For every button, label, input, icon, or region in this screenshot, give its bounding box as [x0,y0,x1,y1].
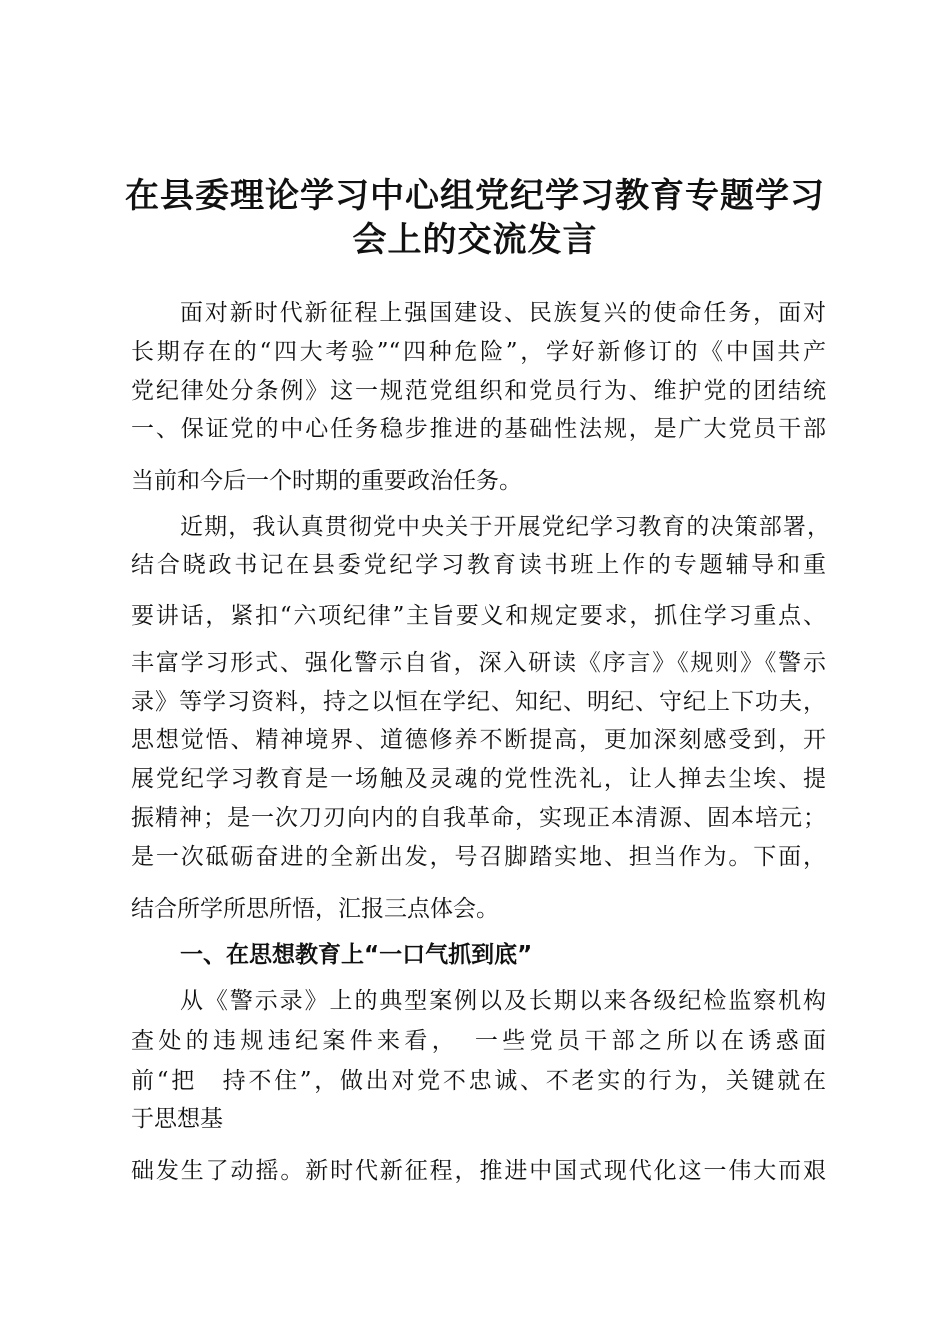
paragraph-line: 面对新时代新征程上强国建设、民族复兴的使命任务，面对 [180,300,826,326]
paragraph-line: 是一次砥砺奋进的全新出发，号召脚踏实地、担当作为。下面， [131,844,826,870]
paragraph-line: 结合晓政书记在县委党纪学习教育读书班上作的专题辅导和重 [131,552,826,578]
paragraph-line: 础发生了动摇。新时代新征程，推进中国式现代化这一伟大而艰 [131,1158,826,1184]
paragraph-line: 长期存在的“四大考验”“四种危险”，学好新修订的《中国共产 [131,339,826,365]
paragraph-line: 振精神；是一次刀刃向内的自我革命，实现正本清源、固本培元； [131,805,826,831]
paragraph-line: 前“把 持不住”，做出对党不忠诚、不老实的行为，关键就在 [131,1068,826,1094]
title-line: 在县委理论学习中心组党纪学习教育专题学习 [125,176,825,216]
paragraph-line: 从《警示录》上的典型案例以及长期以来各级纪检监察机构 [180,988,826,1014]
paragraph-line: 党纪律处分条例》这一规范党组织和党员行为、维护党的团结统 [131,378,826,404]
paragraph-line: 当前和今后一个时期的重要政治任务。 [131,468,522,494]
title-line: 会上的交流发言 [352,220,598,260]
paragraph-line: 要讲话，紧扣“六项纪律”主旨要义和规定要求，抓住学习重点、 [131,603,826,629]
document-title [100,174,850,262]
paragraph-line: 于思想基 [131,1106,223,1132]
paragraph-line: 查处的违规违纪案件来看， 一些党员干部之所以在诱惑面 [131,1028,826,1054]
paragraph-line: 展党纪学习教育是一场触及灵魂的党性洗礼，让人掸去尘埃、提 [131,766,826,792]
paragraph-line: 思想觉悟、精神境界、道德修养不断提高，更加深刻感受到，开 [131,727,826,753]
section-heading: 一、在思想教育上“一口气抓到底” [180,942,533,968]
paragraph-line: 录》等学习资料，持之以恒在学纪、知纪、明纪、守纪上下功夫， [131,689,826,715]
paragraph-line: 近期，我认真贯彻党中央关于开展党纪学习教育的决策部署， [180,514,830,540]
paragraph-line: 结合所学所思所悟，汇报三点体会。 [131,896,499,922]
paragraph-line: 一、保证党的中心任务稳步推进的基础性法规，是广大党员干部 [131,416,826,442]
paragraph-line: 丰富学习形式、强化警示自省，深入研读《序言》《规则》《警示 [131,650,826,676]
